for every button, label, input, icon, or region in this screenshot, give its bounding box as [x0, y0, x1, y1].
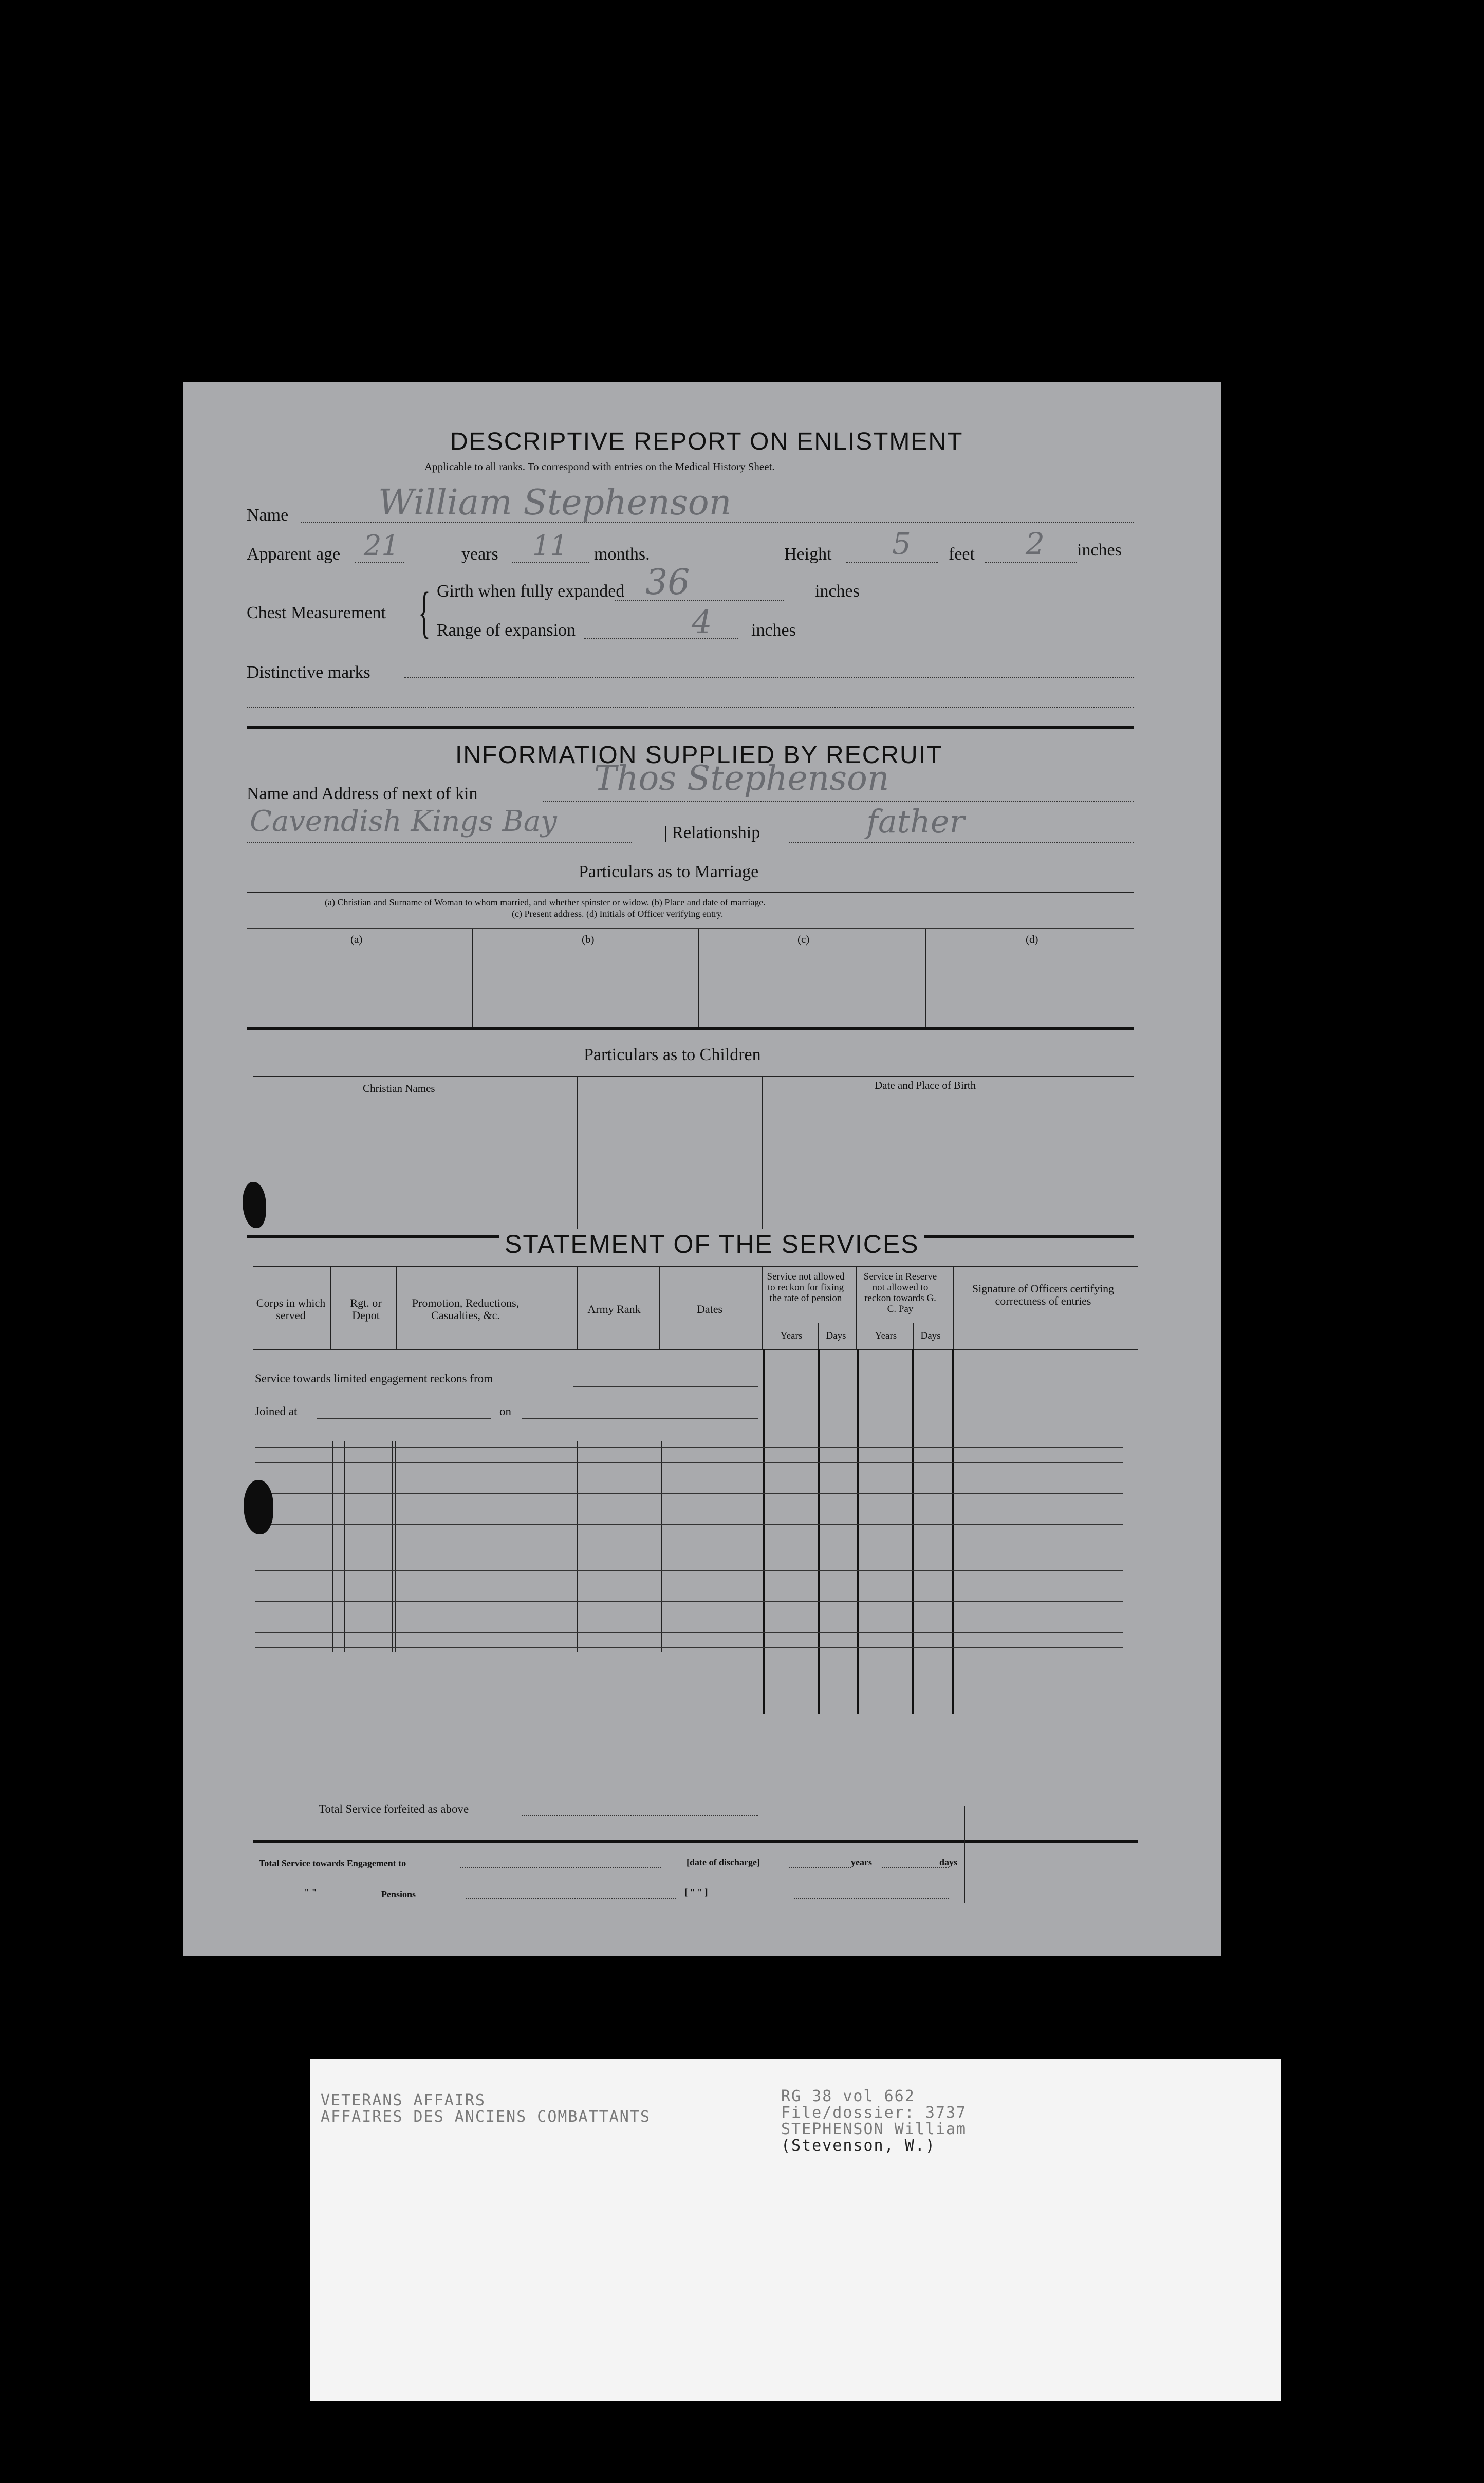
age-months-value: 11: [532, 529, 568, 562]
ink-blot-upper: [243, 1182, 266, 1228]
feet-label: feet: [949, 545, 975, 564]
card-ref-4: (Stevenson, W.): [781, 2137, 936, 2155]
svc-col-rgt: Rgt. or Depot: [350, 1296, 382, 1322]
card-line-2: AFFAIRES DES ANCIENS COMBATTANTS: [321, 2108, 651, 2126]
svc-days-2: Days: [920, 1330, 941, 1341]
age-years-value: 21: [364, 529, 399, 562]
girth-label: Girth when fully expanded: [437, 582, 625, 601]
name-value: William Stephenson: [378, 483, 732, 523]
marriage-col-b: (b): [582, 933, 595, 946]
months-label: months.: [594, 545, 650, 564]
on-label: on: [499, 1405, 511, 1418]
pensions-label: Pensions: [381, 1889, 416, 1899]
svc-days-1: Days: [826, 1330, 846, 1341]
svc-years-2: Years: [875, 1330, 897, 1341]
card-ref-3: STEPHENSON William: [781, 2120, 967, 2138]
relationship-value: father: [866, 803, 965, 840]
days-word: days: [939, 1857, 958, 1867]
joined-label: Joined at: [255, 1405, 298, 1418]
svc-col-corps: Corps in which served: [256, 1296, 326, 1322]
years-label: years: [461, 545, 498, 564]
svc-col-signature: Signature of Officers certifying correctness of entries: [972, 1282, 1115, 1307]
range-value: 4: [692, 603, 712, 641]
marriage-note-2: (c) Present address. (d) Initials of Officer verifying entry.: [512, 909, 724, 919]
range-label: Range of expansion: [437, 621, 576, 640]
pension-bracket: [ " " ]: [684, 1887, 708, 1897]
years-word: years: [851, 1857, 872, 1867]
children-col-birth: Date and Place of Birth: [875, 1079, 976, 1091]
service-forfeited-label: Total Service forfeited as above: [319, 1803, 469, 1815]
girth-unit: inches: [815, 582, 860, 601]
enlistment-form-sheet: [183, 382, 1221, 1956]
marriage-col-d: (d): [1026, 933, 1038, 946]
card-ref-1: RG 38 vol 662: [781, 2087, 915, 2105]
age-label: Apparent age: [247, 545, 341, 564]
distinctive-label: Distinctive marks: [247, 663, 370, 682]
kin-name-value: Thos Stephenson: [594, 758, 889, 798]
marriage-col-a: (a): [350, 933, 363, 946]
girth-value: 36: [645, 562, 690, 603]
total-engagement-label: Total Service towards Engagement to: [259, 1858, 406, 1868]
height-inches-value: 2: [1026, 526, 1045, 561]
svc-col-reserve: Service in Reserve not allowed to reckon towards G. C. Pay: [863, 1271, 937, 1314]
form-subtitle: Applicable to all ranks. To correspond with entries on the Medical History Sheet.: [424, 460, 775, 473]
chest-brace: {: [418, 581, 431, 643]
children-col-names: Christian Names: [363, 1082, 435, 1095]
ditto-mark: " ": [304, 1887, 317, 1897]
ink-blot-lower: [244, 1480, 273, 1534]
svc-col-not-allowed: Service not allowed to reckon for fixing the rate of pension: [767, 1271, 845, 1304]
svc-years-1: Years: [780, 1330, 803, 1341]
card-line-1: VETERANS AFFAIRS: [321, 2091, 486, 2109]
services-title: STATEMENT OF THE SERVICES: [499, 1229, 924, 1259]
archive-reference-card: [310, 2059, 1281, 2401]
marriage-note-1: (a) Christian and Surname of Woman to whom married, and whether spinster or widow. (b) Place and date of marriage.: [325, 897, 766, 907]
recruit-title: INFORMATION SUPPLIED BY RECRUIT: [455, 742, 943, 769]
kin-address-value: Cavendish Kings Bay: [250, 805, 557, 838]
svc-col-promotion: Promotion, Reductions, Casualties, &c.: [412, 1296, 520, 1322]
form-title: DESCRIPTIVE REPORT ON ENLISTMENT: [450, 428, 963, 455]
children-title: Particulars as to Children: [584, 1045, 761, 1064]
height-feet-value: 5: [892, 526, 911, 561]
card-ref-2: File/dossier: 3737: [781, 2104, 967, 2122]
range-unit: inches: [751, 621, 796, 640]
height-label: Height: [784, 545, 832, 564]
marriage-title: Particulars as to Marriage: [579, 862, 759, 881]
marriage-col-c: (c): [797, 933, 810, 946]
kin-label: Name and Address of next of kin: [247, 784, 478, 803]
name-label: Name: [247, 506, 289, 525]
svc-col-dates: Dates: [696, 1303, 723, 1315]
discharge-label: [date of discharge]: [687, 1857, 760, 1867]
limited-engagement-label: Service towards limited engagement reckons from: [255, 1372, 493, 1385]
chest-label: Chest Measurement: [247, 603, 386, 622]
inches-label: inches: [1077, 541, 1122, 560]
relationship-label: | Relationship: [664, 823, 760, 842]
svc-col-rank: Army Rank: [587, 1303, 641, 1315]
